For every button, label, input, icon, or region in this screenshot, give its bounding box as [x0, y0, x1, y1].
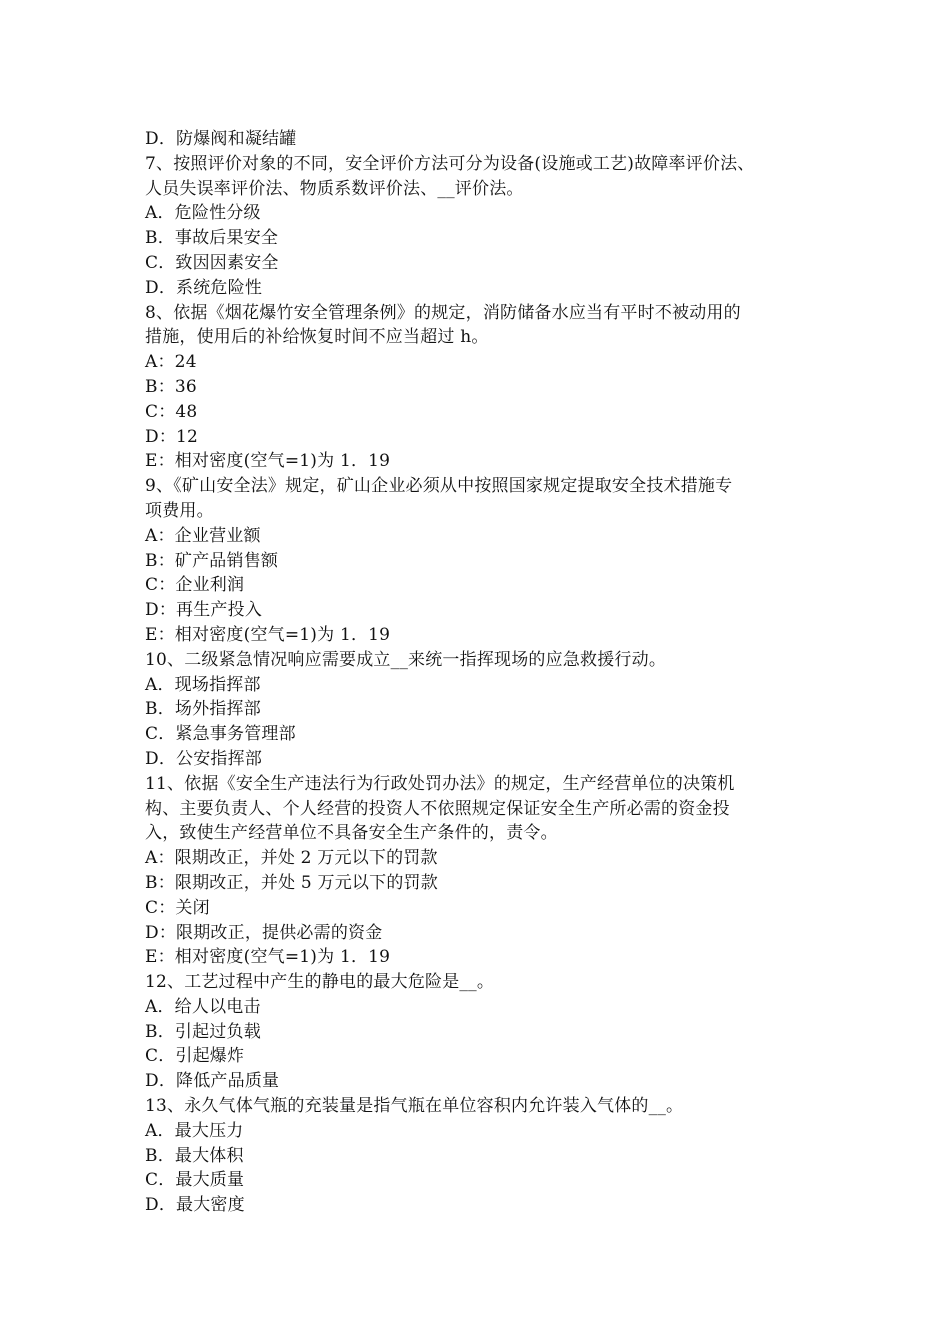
- option-line: D：限期改正，提供必需的资金: [145, 922, 383, 943]
- option-line: D．防爆阀和凝结罐: [145, 129, 297, 149]
- question-line: 措施，使用后的补给恢复时间不应当超过 h。: [145, 327, 489, 348]
- option-line: A．最大压力: [145, 1120, 244, 1141]
- option-line: E：相对密度(空气=1)为 1．19: [145, 451, 391, 472]
- question-line: 11、依据《安全生产违法行为行政处罚办法》的规定，生产经营单位的决策机: [145, 773, 735, 794]
- question-line: 13、永久气体气瓶的充装量是指气瓶在单位容积内允许装入气体的__。: [145, 1096, 684, 1117]
- option-line: B：限期改正，并处 5 万元以下的罚款: [145, 872, 438, 893]
- option-line: E：相对密度(空气=1)为 1．19: [145, 624, 391, 645]
- question-line: 入，致使生产经营单位不具备安全生产条件的，责令。: [145, 823, 558, 844]
- question-line: 8、依据《烟花爆竹安全管理条例》的规定，消防储备水应当有平时不被动用的: [145, 302, 741, 323]
- option-line: A．危险性分级: [145, 203, 261, 224]
- option-line: D．最大密度: [145, 1195, 245, 1216]
- option-line: B．场外指挥部: [145, 699, 261, 720]
- question-line: 10、二级紧急情况响应需要成立__来统一指挥现场的应急救援行动。: [145, 649, 667, 670]
- question-line: 7、按照评价对象的不同，安全评价方法可分为设备(设施或工艺)故障率评价法、: [145, 153, 755, 174]
- question-line: 构、主要负责人、个人经营的投资人不依照规定保证安全生产所必需的资金投: [145, 798, 730, 819]
- option-line: D：12: [145, 426, 199, 447]
- option-line: B：矿产品销售额: [145, 550, 279, 571]
- question-line: 12、工艺过程中产生的静电的最大危险是__。: [145, 972, 495, 993]
- document-body: [145, 127, 835, 1218]
- option-line: B．事故后果安全: [145, 228, 279, 249]
- option-line: C．紧急事务管理部: [145, 724, 296, 745]
- question-line: 项费用。: [145, 500, 214, 521]
- option-line: C．引起爆炸: [145, 1046, 245, 1067]
- option-line: A．给人以电击: [145, 996, 261, 1017]
- option-line: A：限期改正，并处 2 万元以下的罚款: [145, 848, 438, 869]
- question-line: 人员失误率评价法、物质系数评价法、__评价法。: [145, 178, 524, 199]
- option-line: A：企业营业额: [145, 525, 261, 546]
- option-line: A．现场指挥部: [145, 674, 261, 695]
- option-line: C：企业利润: [145, 575, 245, 596]
- option-line: C．最大质量: [145, 1170, 245, 1191]
- option-line: B．最大体积: [145, 1145, 244, 1166]
- option-line: A：24: [145, 352, 197, 373]
- option-line: D．系统危险性: [145, 277, 263, 298]
- option-line: D．公安指挥部: [145, 748, 263, 769]
- option-line: B：36: [145, 376, 197, 397]
- question-line: 9、《矿山安全法》规定，矿山企业必须从中按照国家规定提取安全技术措施专: [145, 476, 733, 497]
- option-line: E：相对密度(空气=1)为 1．19: [145, 947, 391, 968]
- option-line: C．致因因素安全: [145, 252, 279, 273]
- option-line: C：关闭: [145, 897, 210, 918]
- option-line: D：再生产投入: [145, 600, 263, 621]
- option-line: C：48: [145, 401, 198, 422]
- option-line: B．引起过负载: [145, 1021, 261, 1042]
- option-line: D．降低产品质量: [145, 1071, 280, 1092]
